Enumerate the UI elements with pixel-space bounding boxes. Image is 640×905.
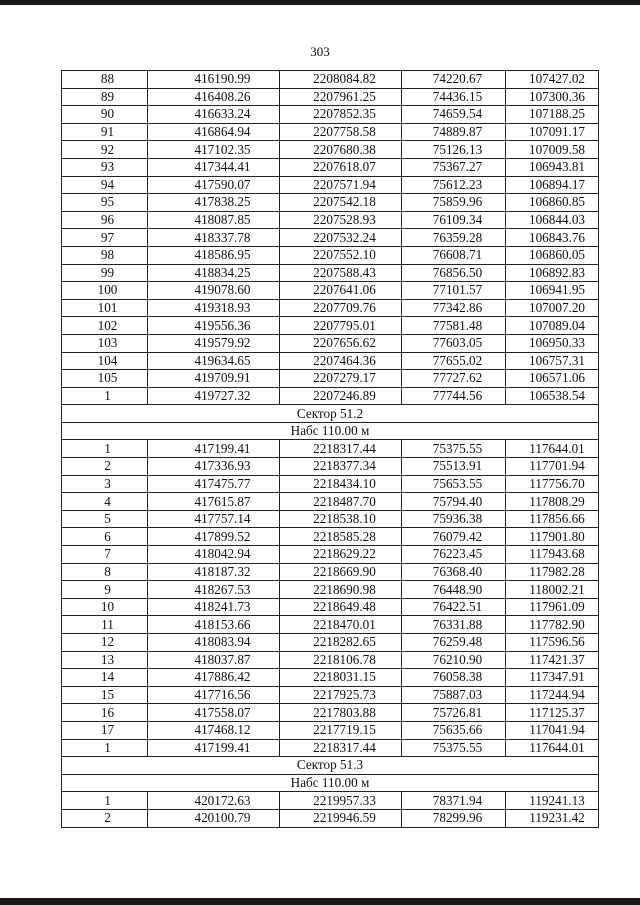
local-y-cell: 106950.33 [506, 334, 599, 352]
local-y-cell: 119241.13 [506, 792, 599, 810]
x-coordinate-cell: 417838.25 [148, 194, 280, 212]
local-x-cell: 74436.15 [402, 88, 506, 106]
x-coordinate-cell: 417102.35 [148, 141, 280, 159]
y-coordinate-cell: 2207656.62 [280, 334, 402, 352]
local-x-cell: 77744.56 [402, 387, 506, 405]
local-x-cell: 76422.51 [402, 598, 506, 616]
y-coordinate-cell: 2217925.73 [280, 686, 402, 704]
table-row [62, 704, 599, 722]
local-x-cell: 76448.90 [402, 581, 506, 599]
local-y-cell: 117756.70 [506, 475, 599, 493]
y-coordinate-cell: 2218538.10 [280, 510, 402, 528]
local-y-cell: 107089.04 [506, 317, 599, 335]
table-row [62, 669, 599, 687]
x-coordinate-cell: 418037.87 [148, 651, 280, 669]
point-number-cell: 6 [62, 528, 148, 546]
local-x-cell: 76058.38 [402, 669, 506, 687]
point-number-cell: 12 [62, 634, 148, 652]
point-number-cell: 10 [62, 598, 148, 616]
local-x-cell: 76331.88 [402, 616, 506, 634]
table-row [62, 317, 599, 335]
local-x-cell: 75367.27 [402, 158, 506, 176]
coordinates-table [61, 70, 599, 828]
table-row [62, 71, 599, 89]
local-y-cell: 117644.01 [506, 440, 599, 458]
local-y-cell: 107007.20 [506, 299, 599, 317]
local-x-cell: 76079.42 [402, 528, 506, 546]
table-row [62, 176, 599, 194]
x-coordinate-cell: 418087.85 [148, 211, 280, 229]
table-row [62, 598, 599, 616]
point-number-cell: 98 [62, 246, 148, 264]
point-number-cell: 1 [62, 440, 148, 458]
y-coordinate-cell: 2218106.78 [280, 651, 402, 669]
x-coordinate-cell: 419634.65 [148, 352, 280, 370]
point-number-cell: 9 [62, 581, 148, 599]
table-row [62, 352, 599, 370]
point-number-cell: 13 [62, 651, 148, 669]
table-row [62, 229, 599, 247]
table-row [62, 546, 599, 564]
y-coordinate-cell: 2207641.06 [280, 282, 402, 300]
local-x-cell: 75726.81 [402, 704, 506, 722]
point-number-cell: 103 [62, 334, 148, 352]
x-coordinate-cell: 417558.07 [148, 704, 280, 722]
x-coordinate-cell: 418834.25 [148, 264, 280, 282]
local-x-cell: 76368.40 [402, 563, 506, 581]
y-coordinate-cell: 2207528.93 [280, 211, 402, 229]
local-x-cell: 76109.34 [402, 211, 506, 229]
local-x-cell: 78371.94 [402, 792, 506, 810]
local-x-cell: 75612.23 [402, 176, 506, 194]
x-coordinate-cell: 416190.99 [148, 71, 280, 89]
local-x-cell: 77655.02 [402, 352, 506, 370]
x-coordinate-cell: 417886.42 [148, 669, 280, 687]
local-y-cell: 117808.29 [506, 493, 599, 511]
local-x-cell: 75859.96 [402, 194, 506, 212]
local-y-cell: 117782.90 [506, 616, 599, 634]
point-number-cell: 1 [62, 792, 148, 810]
page-number: 303 [310, 44, 330, 59]
point-number-cell: 93 [62, 158, 148, 176]
y-coordinate-cell: 2208084.82 [280, 71, 402, 89]
table-row [62, 194, 599, 212]
local-y-cell: 117596.56 [506, 634, 599, 652]
x-coordinate-cell: 416633.24 [148, 106, 280, 124]
table-row [62, 721, 599, 739]
y-coordinate-cell: 2207852.35 [280, 106, 402, 124]
local-y-cell: 106941.95 [506, 282, 599, 300]
local-x-cell: 74889.87 [402, 123, 506, 141]
table-row [62, 88, 599, 106]
table-row [62, 158, 599, 176]
local-y-cell: 106844.03 [506, 211, 599, 229]
y-coordinate-cell: 2207571.94 [280, 176, 402, 194]
local-x-cell: 75513.91 [402, 458, 506, 476]
point-number-cell: 17 [62, 721, 148, 739]
table-row [62, 370, 599, 388]
table-row [62, 739, 599, 757]
y-coordinate-cell: 2218282.65 [280, 634, 402, 652]
y-coordinate-cell: 2207542.18 [280, 194, 402, 212]
point-number-cell: 1 [62, 739, 148, 757]
x-coordinate-cell: 417468.12 [148, 721, 280, 739]
y-coordinate-cell: 2217719.15 [280, 721, 402, 739]
x-coordinate-cell: 420100.79 [148, 809, 280, 827]
point-number-cell: 88 [62, 71, 148, 89]
y-coordinate-cell: 2218629.22 [280, 546, 402, 564]
point-number-cell: 100 [62, 282, 148, 300]
point-number-cell: 90 [62, 106, 148, 124]
local-y-cell: 117982.28 [506, 563, 599, 581]
point-number-cell: 4 [62, 493, 148, 511]
sector-title-label: Сектор 51.2 [62, 405, 599, 423]
point-number-cell: 11 [62, 616, 148, 634]
y-coordinate-cell: 2218669.90 [280, 563, 402, 581]
point-number-cell: 92 [62, 141, 148, 159]
local-y-cell: 107300.36 [506, 88, 599, 106]
x-coordinate-cell: 417757.14 [148, 510, 280, 528]
y-coordinate-cell: 2207795.01 [280, 317, 402, 335]
x-coordinate-cell: 419709.91 [148, 370, 280, 388]
sector-title [62, 405, 599, 423]
table-row [62, 634, 599, 652]
sector-title [62, 757, 599, 775]
x-coordinate-cell: 418187.32 [148, 563, 280, 581]
table-row [62, 616, 599, 634]
x-coordinate-cell: 419727.32 [148, 387, 280, 405]
y-coordinate-cell: 2207758.58 [280, 123, 402, 141]
local-y-cell: 117961.09 [506, 598, 599, 616]
local-y-cell: 117421.37 [506, 651, 599, 669]
local-y-cell: 118002.21 [506, 581, 599, 599]
local-x-cell: 75126.13 [402, 141, 506, 159]
sector-height-label: Набс 110.00 м [62, 422, 599, 440]
point-number-cell: 104 [62, 352, 148, 370]
x-coordinate-cell: 417615.87 [148, 493, 280, 511]
x-coordinate-cell: 417336.93 [148, 458, 280, 476]
x-coordinate-cell: 418153.66 [148, 616, 280, 634]
local-y-cell: 106571.06 [506, 370, 599, 388]
y-coordinate-cell: 2207464.36 [280, 352, 402, 370]
point-number-cell: 5 [62, 510, 148, 528]
sector-title-label: Сектор 51.3 [62, 757, 599, 775]
local-x-cell: 75936.38 [402, 510, 506, 528]
local-y-cell: 106757.31 [506, 352, 599, 370]
local-y-cell: 107009.58 [506, 141, 599, 159]
table-row [62, 264, 599, 282]
table-row [62, 246, 599, 264]
local-y-cell: 106943.81 [506, 158, 599, 176]
x-coordinate-cell: 418586.95 [148, 246, 280, 264]
local-x-cell: 75375.55 [402, 739, 506, 757]
local-x-cell: 77581.48 [402, 317, 506, 335]
x-coordinate-cell: 418267.53 [148, 581, 280, 599]
point-number-cell: 102 [62, 317, 148, 335]
point-number-cell: 8 [62, 563, 148, 581]
local-x-cell: 77727.62 [402, 370, 506, 388]
scan-edge-top [0, 0, 640, 5]
y-coordinate-cell: 2207588.43 [280, 264, 402, 282]
point-number-cell: 2 [62, 809, 148, 827]
x-coordinate-cell: 418337.78 [148, 229, 280, 247]
y-coordinate-cell: 2207680.38 [280, 141, 402, 159]
point-number-cell: 94 [62, 176, 148, 194]
x-coordinate-cell: 416864.94 [148, 123, 280, 141]
local-x-cell: 78299.96 [402, 809, 506, 827]
local-y-cell: 117901.80 [506, 528, 599, 546]
local-x-cell: 74220.67 [402, 71, 506, 89]
y-coordinate-cell: 2207618.07 [280, 158, 402, 176]
x-coordinate-cell: 417590.07 [148, 176, 280, 194]
x-coordinate-cell: 418083.94 [148, 634, 280, 652]
point-number-cell: 101 [62, 299, 148, 317]
y-coordinate-cell: 2207246.89 [280, 387, 402, 405]
local-y-cell: 107427.02 [506, 71, 599, 89]
table-row [62, 809, 599, 827]
local-x-cell: 76359.28 [402, 229, 506, 247]
table-row [62, 581, 599, 599]
local-y-cell: 106538.54 [506, 387, 599, 405]
local-y-cell: 117347.91 [506, 669, 599, 687]
y-coordinate-cell: 2219946.59 [280, 809, 402, 827]
x-coordinate-cell: 419556.36 [148, 317, 280, 335]
sector-height-label: Набс 110.00 м [62, 774, 599, 792]
point-number-cell: 96 [62, 211, 148, 229]
y-coordinate-cell: 2217803.88 [280, 704, 402, 722]
point-number-cell: 3 [62, 475, 148, 493]
local-y-cell: 117644.01 [506, 739, 599, 757]
point-number-cell: 1 [62, 387, 148, 405]
local-y-cell: 117943.68 [506, 546, 599, 564]
table-row [62, 458, 599, 476]
local-y-cell: 117856.66 [506, 510, 599, 528]
table-row [62, 440, 599, 458]
table-row [62, 651, 599, 669]
x-coordinate-cell: 417899.52 [148, 528, 280, 546]
y-coordinate-cell: 2207709.76 [280, 299, 402, 317]
table-row [62, 563, 599, 581]
local-x-cell: 76210.90 [402, 651, 506, 669]
y-coordinate-cell: 2218470.01 [280, 616, 402, 634]
local-x-cell: 76856.50 [402, 264, 506, 282]
table-row [62, 387, 599, 405]
table-row [62, 141, 599, 159]
y-coordinate-cell: 2207532.24 [280, 229, 402, 247]
sector-height [62, 774, 599, 792]
y-coordinate-cell: 2218690.98 [280, 581, 402, 599]
x-coordinate-cell: 417475.77 [148, 475, 280, 493]
y-coordinate-cell: 2218317.44 [280, 440, 402, 458]
y-coordinate-cell: 2218317.44 [280, 739, 402, 757]
local-x-cell: 75794.40 [402, 493, 506, 511]
point-number-cell: 2 [62, 458, 148, 476]
local-y-cell: 117244.94 [506, 686, 599, 704]
local-y-cell: 117701.94 [506, 458, 599, 476]
y-coordinate-cell: 2218031.15 [280, 669, 402, 687]
point-number-cell: 105 [62, 370, 148, 388]
x-coordinate-cell: 416408.26 [148, 88, 280, 106]
table-row [62, 792, 599, 810]
local-y-cell: 107091.17 [506, 123, 599, 141]
point-number-cell: 16 [62, 704, 148, 722]
local-x-cell: 77101.57 [402, 282, 506, 300]
table-row [62, 493, 599, 511]
x-coordinate-cell: 420172.63 [148, 792, 280, 810]
y-coordinate-cell: 2219957.33 [280, 792, 402, 810]
y-coordinate-cell: 2207552.10 [280, 246, 402, 264]
point-number-cell: 15 [62, 686, 148, 704]
y-coordinate-cell: 2207961.25 [280, 88, 402, 106]
y-coordinate-cell: 2207279.17 [280, 370, 402, 388]
x-coordinate-cell: 417199.41 [148, 440, 280, 458]
local-y-cell: 117041.94 [506, 721, 599, 739]
local-x-cell: 77342.86 [402, 299, 506, 317]
y-coordinate-cell: 2218434.10 [280, 475, 402, 493]
local-y-cell: 106843.76 [506, 229, 599, 247]
local-y-cell: 107188.25 [506, 106, 599, 124]
local-x-cell: 75887.03 [402, 686, 506, 704]
local-y-cell: 106894.17 [506, 176, 599, 194]
local-y-cell: 106892.83 [506, 264, 599, 282]
point-number-cell: 89 [62, 88, 148, 106]
point-number-cell: 99 [62, 264, 148, 282]
table-row [62, 299, 599, 317]
table-row [62, 528, 599, 546]
local-y-cell: 117125.37 [506, 704, 599, 722]
local-x-cell: 75653.55 [402, 475, 506, 493]
local-y-cell: 106860.85 [506, 194, 599, 212]
table-row [62, 475, 599, 493]
table-row [62, 211, 599, 229]
local-x-cell: 76608.71 [402, 246, 506, 264]
local-x-cell: 76259.48 [402, 634, 506, 652]
point-number-cell: 91 [62, 123, 148, 141]
x-coordinate-cell: 418042.94 [148, 546, 280, 564]
point-number-cell: 95 [62, 194, 148, 212]
local-x-cell: 74659.54 [402, 106, 506, 124]
table-row [62, 282, 599, 300]
point-number-cell: 97 [62, 229, 148, 247]
x-coordinate-cell: 418241.73 [148, 598, 280, 616]
table-row [62, 106, 599, 124]
local-y-cell: 106860.05 [506, 246, 599, 264]
y-coordinate-cell: 2218649.48 [280, 598, 402, 616]
x-coordinate-cell: 417716.56 [148, 686, 280, 704]
local-x-cell: 77603.05 [402, 334, 506, 352]
x-coordinate-cell: 419078.60 [148, 282, 280, 300]
x-coordinate-cell: 417199.41 [148, 739, 280, 757]
table-row [62, 334, 599, 352]
table-row [62, 123, 599, 141]
y-coordinate-cell: 2218377.34 [280, 458, 402, 476]
x-coordinate-cell: 419318.93 [148, 299, 280, 317]
sector-height [62, 422, 599, 440]
table-row [62, 686, 599, 704]
point-number-cell: 14 [62, 669, 148, 687]
x-coordinate-cell: 417344.41 [148, 158, 280, 176]
x-coordinate-cell: 419579.92 [148, 334, 280, 352]
local-x-cell: 75375.55 [402, 440, 506, 458]
scan-edge-bottom [0, 898, 640, 905]
point-number-cell: 7 [62, 546, 148, 564]
y-coordinate-cell: 2218585.28 [280, 528, 402, 546]
local-y-cell: 119231.42 [506, 809, 599, 827]
local-x-cell: 75635.66 [402, 721, 506, 739]
local-x-cell: 76223.45 [402, 546, 506, 564]
y-coordinate-cell: 2218487.70 [280, 493, 402, 511]
table-row [62, 510, 599, 528]
